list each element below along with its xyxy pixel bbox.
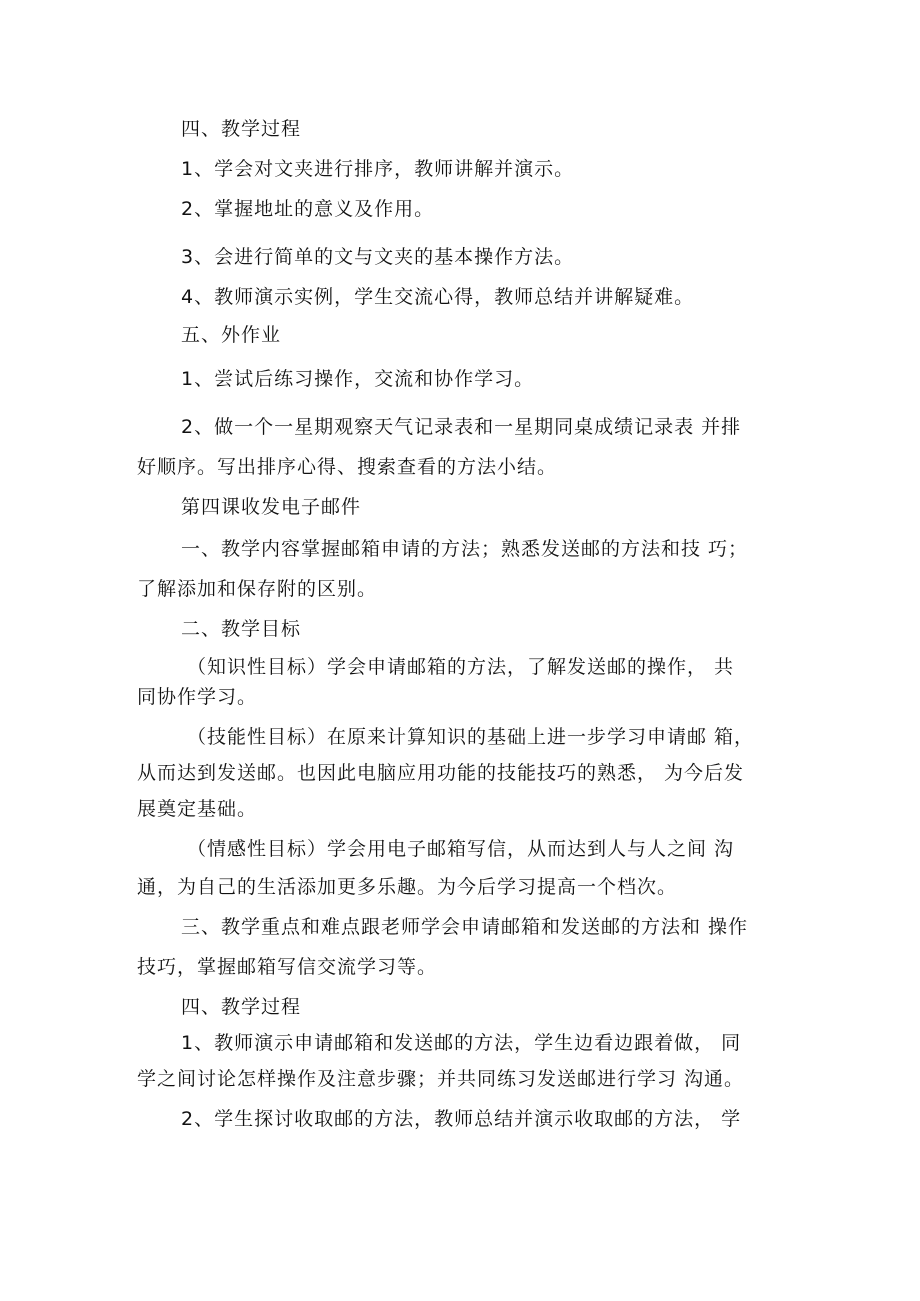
paragraph-line: 同协作学习。 (137, 686, 258, 708)
paragraph-line: 学之间讨论怎样操作及注意步骤；并共同练习发送邮进行学习 沟通。 (137, 1068, 745, 1090)
paragraph-line: 1、教师演示申请邮箱和发送邮的方法，学生边看边跟着做， 同 (181, 1032, 742, 1054)
paragraph-line: 3、会进行简单的文与文夹的基本操作方法。 (181, 246, 575, 268)
lesson-title: 第四课收发电子邮件 (181, 496, 362, 518)
paragraph-line: 三、教学重点和难点跟老师学会申请邮箱和发送邮的方法和 操作 (181, 916, 749, 938)
paragraph-line: 一、教学内容掌握邮箱申请的方法；熟悉发送邮的方法和技 巧； (181, 538, 749, 560)
paragraph-line: 展奠定基础。 (137, 798, 258, 820)
paragraph-line: （情感性目标）学会用电子邮箱写信，从而达到人与人之间 沟 (187, 838, 735, 860)
paragraph-line: 2、做一个一星期观察天气记录表和一星期同桌成绩记录表 并排 (181, 416, 742, 438)
paragraph-line: 通，为自己的生活添加更多乐趣。为今后学习提高一个档次。 (137, 876, 678, 898)
section-heading-teaching-goals: 二、教学目标 (181, 618, 302, 640)
section-heading-teaching-process: 四、教学过程 (181, 118, 302, 140)
paragraph-line: 技巧，掌握邮箱写信交流学习等。 (137, 956, 438, 978)
paragraph-line: 1、学会对文夹进行排序，教师讲解并演示。 (181, 158, 575, 180)
paragraph-line: （知识性目标）学会申请邮箱的方法，了解发送邮的操作， 共 (187, 656, 735, 678)
paragraph-line: 4、教师演示实例，学生交流心得，教师总结并讲解疑难。 (181, 286, 695, 308)
section-heading-homework: 五、外作业 (181, 324, 282, 346)
paragraph-line: 1、尝试后练习操作，交流和协作学习。 (181, 368, 535, 390)
paragraph-line: 2、掌握地址的意义及作用。 (181, 198, 435, 220)
paragraph-line: 好顺序。写出排序心得、搜索查看的方法小结。 (137, 456, 558, 478)
section-heading-teaching-process: 四、教学过程 (181, 996, 302, 1018)
paragraph-line: 从而达到发送邮。也因此电脑应用功能的技能技巧的熟悉， 为今后发 (137, 762, 745, 784)
paragraph-line: （技能性目标）在原来计算知识的基础上进一步学习申请邮 箱， (187, 726, 755, 748)
paragraph-line: 了解添加和保存附的区别。 (137, 578, 378, 600)
paragraph-line: 2、学生探讨收取邮的方法，教师总结并演示收取邮的方法， 学 (181, 1108, 742, 1130)
